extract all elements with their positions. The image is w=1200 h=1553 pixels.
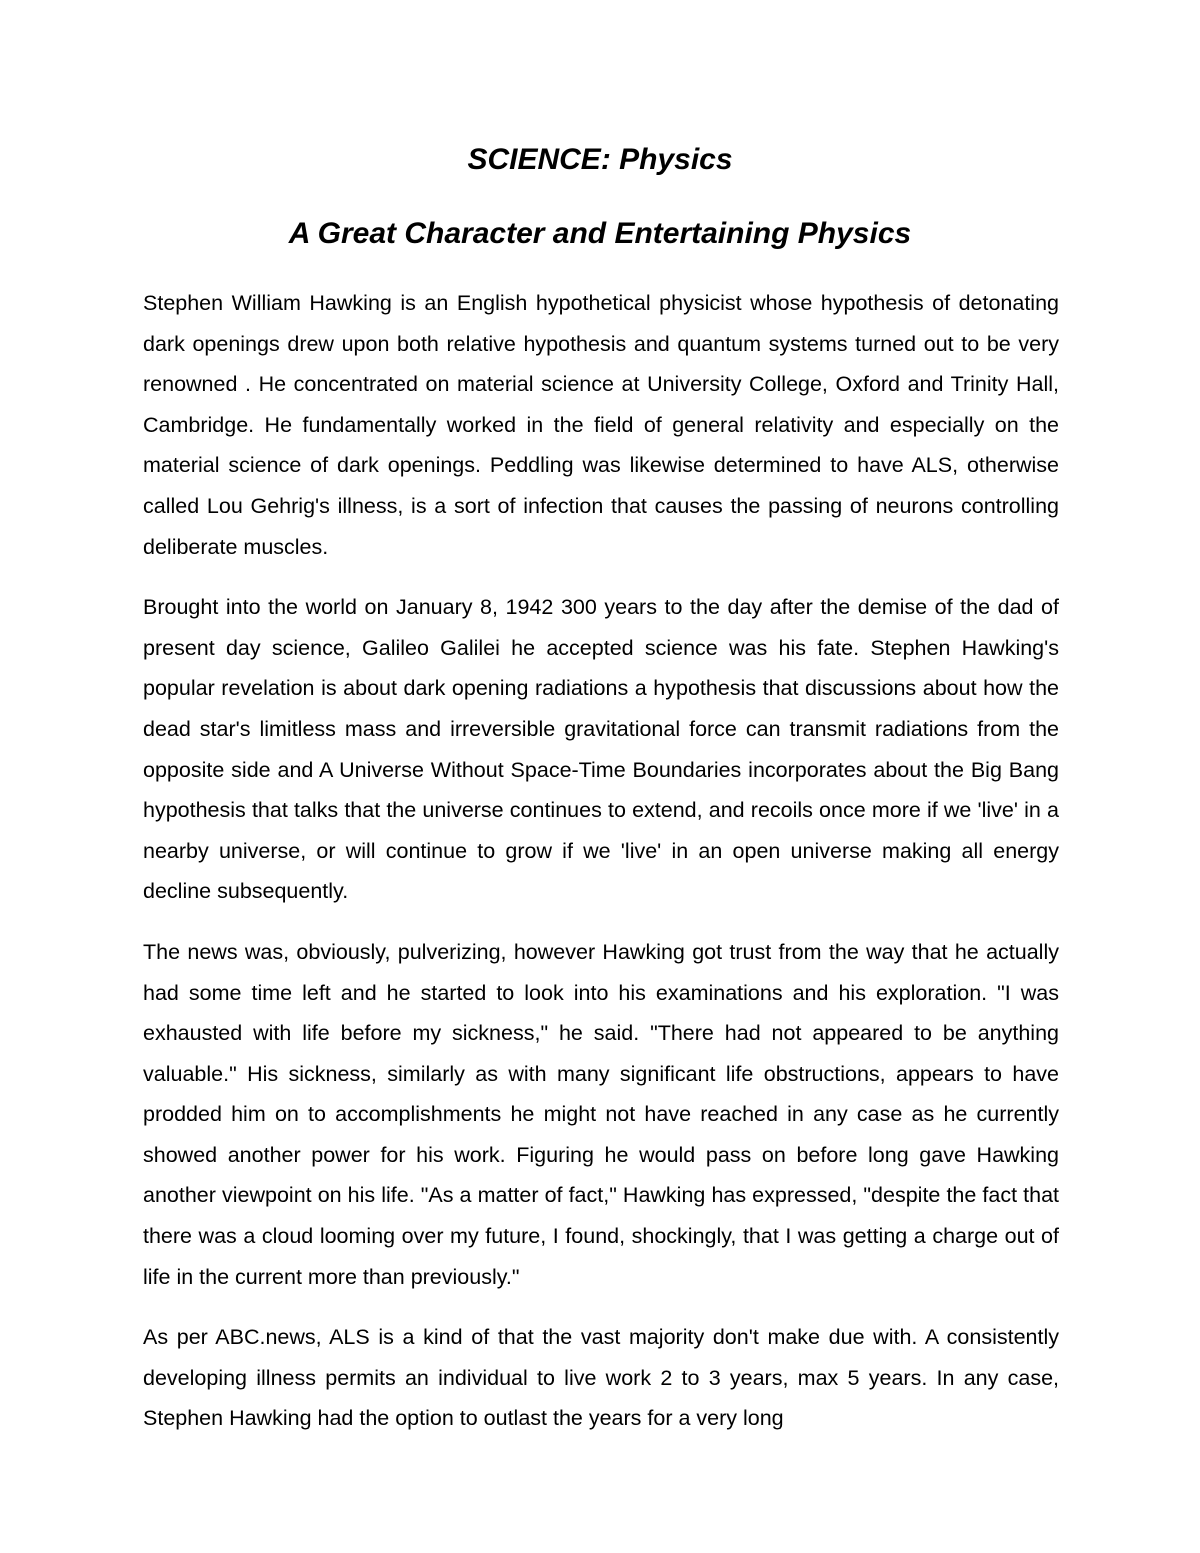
paragraph-1: Stephen William Hawking is an English hypothetical physicist whose hypothesis of detonating dark openings drew upon both relative hypothesis and quantum systems turned out to be very renowned . He concentrated on material science at University College, Oxford and Trinity Hall, Cambridge. He fundamentally worked in the field of general relativity and especially on the material science of dark openings. Peddling was likewise determined to have ALS, otherwise called Lou Gehrig's illness, is a sort of infection that causes the passing of neurons controlling deliberate muscles. — [143, 291, 1059, 559]
document-body — [143, 283, 1059, 1459]
document-title: SCIENCE: Physics — [467, 143, 733, 176]
paragraph-3: The news was, obviously, pulverizing, however Hawking got trust from the way that he actually had some time left and he started to look into his examinations and his exploration. "I was exhausted with life before my sickness," he said. "There had not appeared to be anything valuable." His sickness, similarly as with many significant life obstructions, appears to have prodded him on to accomplishments he might not have reached in any case as he currently showed another power for his work. Figuring he would pass on before long gave Hawking another viewpoint on his life. "As a matter of fact," Hawking has expressed, "despite the fact that there was a cloud looming over my future, I found, shockingly, that I was getting a charge out of life in the current more than previously." — [143, 939, 1059, 1289]
document-subtitle: A Great Character and Entertaining Physics — [288, 217, 912, 250]
paragraph-4: As per ABC.news, ALS is a kind of that the vast majority don't make due with. A consistently developing illness permits an individual to live work 2 to 3 years, max 5 years. In any case, Stephen Hawking had the option to outlast the years for a very long — [143, 1325, 1059, 1431]
paragraph-2: Brought into the world on January 8, 1942 300 years to the day after the demise of the dad of present day science, Galileo Galilei he accepted science was his fate. Stephen Hawking's popular revelation is about dark opening radiations a hypothesis that discussions about how the dead star's limitless mass and irreversible gravitational force can transmit radiations from the opposite side and A Universe Without Space-Time Boundaries incorporates about the Big Bang hypothesis that talks that the universe continues to extend, and recoils once more if we 'live' in a nearby universe, or will continue to grow if we 'live' in an open universe making all energy decline subsequently. — [143, 595, 1059, 904]
